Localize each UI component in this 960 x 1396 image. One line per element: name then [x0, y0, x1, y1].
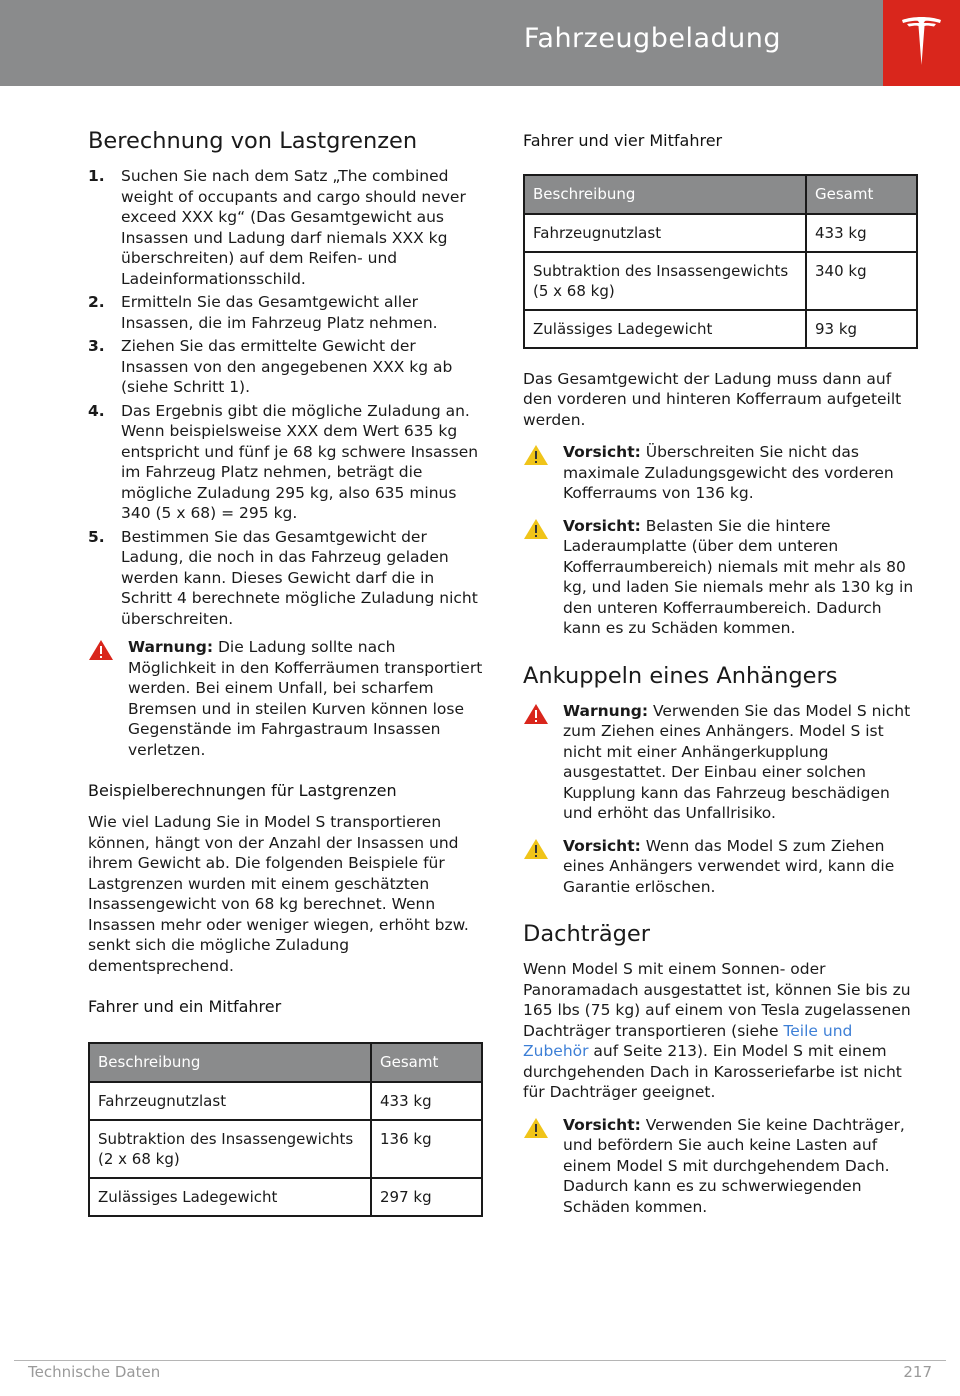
- table-row: Fahrzeugnutzlast 433 kg: [524, 214, 917, 252]
- subheading-examples: Beispielberechnungen für Lastgrenzen: [88, 781, 397, 800]
- page-title: Fahrzeugbeladung: [523, 23, 781, 54]
- tesla-logo-icon: [901, 16, 942, 68]
- section-heading-load-limits: Berechnung von Lastgrenzen: [88, 128, 418, 154]
- table-title-one-passenger: Fahrer und ein Mitfahrer: [88, 997, 282, 1016]
- caution-triangle-icon: [523, 836, 563, 898]
- load-table-four-passengers: Beschreibung Gesamt Fahrzeugnutzlast 433 kg Subtraktion des Insassengewichts (5 x 68 kg) 340 kg Zulässiges Ladegewicht 93 kg: [523, 174, 918, 349]
- warning-triangle-icon: [88, 637, 128, 760]
- list-item: 2. Ermitteln Sie das Gesamtgewicht aller Insassen, die im Fahrzeug Platz nehmen.: [88, 293, 438, 332]
- right-column: [523, 130, 918, 1229]
- warning-triangle-icon: [523, 701, 563, 824]
- list-item: 3. Ziehen Sie das ermittelte Gewicht der Insassen von den angegebenen XXX kg ab (siehe Schritt 1).: [88, 337, 453, 396]
- parts-accessories-link[interactable]: Teile und Zubehör: [523, 1021, 853, 1060]
- left-column: [88, 126, 483, 1237]
- section-heading-roof-rack: Dachträger: [523, 921, 650, 947]
- section-heading-trailer: Ankuppeln eines Anhängers: [523, 662, 838, 689]
- logo-block: [883, 0, 960, 86]
- table-row: Subtraktion des Insassengewichts (5 x 68 kg) 340 kg: [524, 252, 917, 310]
- caution-triangle-icon: [523, 1115, 563, 1218]
- caution-notice: Vorsicht: Belasten Sie die hintere Laderaumplatte (über dem unteren Kofferraumbereich) niemals mit mehr als 80 kg, und laden Sie niemals mehr als 130 kg in den unteren Kofferraumbereich. Dadurch kann es zu Schäden kommen.: [523, 516, 918, 639]
- load-table-one-passenger: Beschreibung Gesamt Fahrzeugnutzlast 433 kg Subtraktion des Insassengewichts (2 x 68 kg) 136 kg Zulässiges Ladegewicht 297 kg: [88, 1042, 483, 1217]
- table-title-four-passengers: Fahrer und vier Mitfahrer: [523, 131, 723, 150]
- list-item: 5. Bestimmen Sie das Gesamtgewicht der Ladung, die noch in das Fahrzeug geladen werden kann. Dieses Gewicht darf die in Schritt 4 berechnete mögliche Zuladung nicht überschreiten.: [88, 527, 478, 628]
- list-item: 4. Das Ergebnis gibt die mögliche Zuladung an. Wenn beispielsweise XXX dem Wert 635 kg entspricht und fünf je 68 kg schwere Insassen im Fahrzeug Platz nehmen, beträgt die mögliche Zuladung 295 kg, also 635 minus 340 (5 x 68) = 295 kg.: [88, 401, 479, 522]
- warning-notice: Warnung: Verwenden Sie das Model S nicht zum Ziehen eines Anhängers. Model S ist nicht mit einer Anhängerkupplung ausgestattet. Der Einbau einer solchen Kupplung kann das Fahrzeug beschädigen und erhöht das Unfallrisiko.: [523, 701, 918, 824]
- table-row: Fahrzeugnutzlast 433 kg: [89, 1082, 482, 1120]
- caution-notice: Vorsicht: Überschreiten Sie nicht das maximale Zuladungsgewicht des vorderen Kofferraums von 136 kg.: [523, 442, 918, 504]
- examples-intro: Wie viel Ladung Sie in Model S transportieren können, hängt von der Anzahl der Insassen und ihrem Gewicht ab. Die folgenden Beispiele für Lastgrenzen wurden mit einem geschätzten Insassengewicht von 68 kg berechnet. Wenn Insassen mehr oder weniger wiegen, erhöht bzw. senkt sich die mögliche Zuladung dementsprechend.: [88, 813, 469, 975]
- caution-notice: Vorsicht: Verwenden Sie keine Dachträger, und befördern Sie auch keine Lasten auf einem Model S mit durchgehendem Dach. Dadurch kann es zu schwerwiegenden Schäden kommen.: [523, 1115, 918, 1218]
- table-row: Subtraktion des Insassengewichts (2 x 68 kg) 136 kg: [89, 1120, 482, 1178]
- caution-triangle-icon: [523, 516, 563, 639]
- after-table-text: Das Gesamtgewicht der Ladung muss dann auf den vorderen und hinteren Kofferraum aufgeteilt werden.: [523, 369, 902, 429]
- steps-list: [88, 166, 483, 629]
- list-item: 1. Suchen Sie nach dem Satz „The combined weight of occupants and cargo should never exceed XXX kg“ (Das Gesamtgewicht aus Insassen und Ladung darf niemals XXX kg überschreiten) auf dem Reifen- und Ladeinformationsschild.: [88, 167, 466, 288]
- table-row: Zulässiges Ladegewicht 93 kg: [524, 310, 917, 348]
- caution-notice: Vorsicht: Wenn das Model S zum Ziehen eines Anhängers verwendet wird, kann die Garantie erlöschen.: [523, 836, 918, 898]
- roof-rack-text: Wenn Model S mit einem Sonnen- oder Panoramadach ausgestattet ist, können Sie bis zu 165 lbs (75 kg) auf einem von Tesla zugelassenen Dachträger transportieren (siehe Teile und Zubehör auf Seite 213). Ein Model S mit einem durchgehenden Dach in Karosseriefarbe ist nicht für Dachträger geeignet.: [523, 960, 911, 1101]
- footer-divider: [14, 1360, 946, 1361]
- warning-notice: Warnung: Die Ladung sollte nach Möglichkeit in den Kofferräumen transportiert werden. Bei einem Unfall, bei scharfem Bremsen und in steilen Kurven können lose Gegenstände im Fahrgastraum Insassen verletzen.: [88, 637, 483, 760]
- page-number: 217: [903, 1363, 932, 1381]
- header-band: [0, 0, 883, 86]
- footer-section: Technische Daten: [28, 1363, 161, 1381]
- caution-triangle-icon: [523, 442, 563, 504]
- table-row: Zulässiges Ladegewicht 297 kg: [89, 1178, 482, 1216]
